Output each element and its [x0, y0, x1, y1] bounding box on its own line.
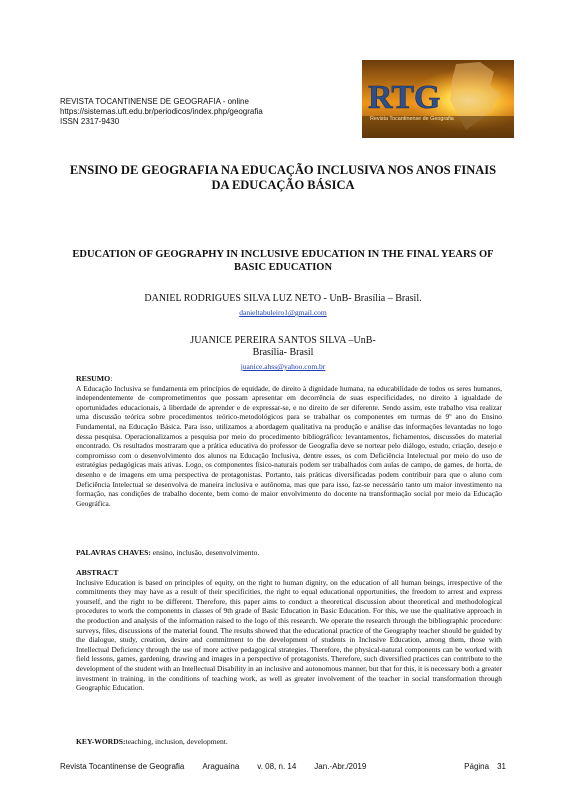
footer-page-label: Página: [464, 762, 490, 771]
logo-subtitle: Revista Tocantinense de Geografia: [370, 116, 454, 122]
palavras-text: ensino, inclusão, desenvolvimento.: [150, 548, 260, 557]
footer-period: Jan.-Abr./2019: [314, 762, 367, 771]
author-2-email[interactable]: juanice.ahss@yahoo.com.br: [240, 362, 326, 371]
footer-city: Araguaína: [202, 762, 240, 771]
key-words: [76, 737, 502, 746]
journal-name: REVISTA TOCANTINENSE DE GEOGRAFIA - online: [60, 97, 249, 106]
abstract-section: [76, 568, 502, 693]
rtg-logo: [362, 60, 514, 138]
resumo-text: A Educação Inclusiva se fundamenta em princípios de equidade, de direito à dignidade humana, na educabilidade de todos os seres humanos, independentemente de comprometimentos que possam apresentar em decorrência de suas especificidades, no direito à igualdade de oportunidades educacionais, à liberdade de aprender e de expressar-se, e no direito de ser diferente. Sendo assim, este trabalho visa realizar uma discussão teórica sobre procedimentos teórico-metodológicos para se trabalhar os componentes em turmas de 9º ano do Ensino Fundamental, na Educação Básica. Para isso, utilizamos a abordagem qualitativa na produção e análise das informações levantadas no logo dessa pesquisa. Operacionalizamos a pesquisa por meio do procedimento bibliográfico: levantamentos, fichamentos, discussões do material encontrado. Os resultados mostraram que a prática educativa do professor de Geografia deve se nortear pelo diálogo, estudo, criação, desejo e compromisso com o desenvolvimento dos alunos na Educação Inclusiva, dentre esses, os com Deficiência Intelectual por meio do uso de estratégias pedagógicas mais ativas. Logo, os componentes físico-naturais podem ser trabalhados com aulas de campo, de games, de horta, de desenho e de imagens em uma perspectiva de protagonistas. Portanto, tais práticas diversificadas podem contribuir para que o aluno com Deficiência Intelectual se desenvolva de maneira inclusiva e autônoma, mas que para isso, faz-se necessário tanto um maior investimento na formação, nas condições de trabalho docente, bem como de maior envolvimento do docente na transformação social por meio da Educação Geográfica.: [76, 383, 502, 508]
author-2: JUANICE PEREIRA SANTOS SILVA –UnB-: [190, 335, 376, 346]
author-1-email[interactable]: danieltabuleiro1@gmail.com: [239, 308, 327, 317]
author-1: DANIEL RODRIGUES SILVA LUZ NETO - UnB- Brasília – Brasil.: [144, 293, 422, 304]
keywords-text: teaching, inclusion, development.: [125, 737, 228, 746]
journal-url[interactable]: https://sistemas.uft.edu.br/periodicos/index.php/geografia: [60, 107, 263, 116]
keywords-label: KEY-WORDS:: [76, 737, 126, 746]
logo-letters: RTG: [368, 79, 441, 116]
abstract-heading: ABSTRACT: [76, 568, 119, 577]
abstract-text: Inclusive Education is based on principles of equity, on the right to human dignity, on the education of all human beings, irrespective of the commitments they may have as a result of their specificities, the right to equal educational opportunities, the freedom to arrest and express yourself, and the right to be different. Therefore, this paper aims to conduct a theoretical discussion about theoretical and methodological procedures to work the components in classes of 9th grade of Basic Education in Basic Education. For this, we use the qualitative approach in the production and analysis of the information raised to the logo of this research. We operate the research through the bibliographic procedure: surveys, files, discussions of the material found. The results showed that the educational practice of the Geography teacher should be guided by the dialogue, study, creation, desire and commitment to the development of students in Inclusive Education, among them, those with Intellectual Deficiency through the use of more active pedagogical strategies. Therefore, the physical-natural components can be worked with field lessons, games, gardening, drawing and images in a perspective of protagonists. Therefore, such diversified practices can contribute to the development of the student with an Intellectual Disability in an inclusive and autonomous manner, but that for this, it is necessary both a greater investment in training, in the conditions of teaching work, as well as greater involvement of the teacher in social transformation through Geographic Education.: [76, 577, 502, 693]
resumo-heading: RESUMO: [76, 374, 111, 383]
footer-journal: Revista Tocantinense de Geografia: [60, 762, 185, 771]
title-portuguese: ENSINO DE GEOGRAFIA NA EDUCAÇÃO INCLUSIVA NOS ANOS FINAIS DA EDUCAÇÃO BÁSICA: [69, 163, 497, 192]
page-footer: [60, 762, 506, 771]
palavras-label: PALAVRAS CHAVES:: [76, 548, 151, 557]
author-2-affiliation: Brasília- Brasil: [252, 347, 314, 358]
footer-page-number: 31: [497, 762, 506, 771]
journal-header: [60, 97, 263, 127]
footer-volume: v. 08, n. 14: [257, 762, 297, 771]
title-english: EDUCATION OF GEOGRAPHY IN INCLUSIVE EDUCATION IN THE FINAL YEARS OF BASIC EDUCATION: [72, 249, 494, 273]
palavras-chaves: [76, 548, 502, 557]
resumo-section: RESUMO: A Educação Inclusiva se fundamenta em princípios de equidade, de direito à dignidade humana, na educabilidade de todos os seres humanos, independentemente de comprometimentos que possam apresentar em decorrência de suas especificidades, no direito à igualdade de oportunidades educacionais, à liberdade de aprender e de expressar-se, e no direito de ser diferente. Sendo assim, este trabalho visa realizar uma discussão teórica sobre procedimentos teórico-metodológicos para se trabalhar os componentes em turmas de 9º ano do Ensino Fundamental, na Educação Básica. Para isso, utilizamos a abordagem qualitativa na produção e análise das informações levantadas no logo dessa pesquisa. Operacionalizamos a pesquisa por meio do procedimento bibliográfico: levantamentos, fichamentos, discussões do material encontrado. Os resultados mostraram que a prática educativa do professor de Geografia deve se nortear pelo diálogo, estudo, criação, desejo e compromisso com o desenvolvimento dos alunos na Educação Inclusiva, dentre esses, os com Deficiência Intelectual por meio do uso de estratégias pedagógicas mais ativas. Logo, os componentes físico-naturais podem ser trabalhados com aulas de campo, de games, de horta, de desenho e de imagens em uma perspectiva de protagonistas. Portanto, tais práticas diversificadas podem contribuir para que o aluno com Deficiência Intelectual se desenvolva de maneira inclusiva e autônoma, mas que para isso, faz-se necessário tanto um maior investimento na formação, nas condições de trabalho docente, bem como de maior envolvimento do docente na transformação social por meio da Educação Geográfica.: [76, 374, 502, 508]
journal-issn: ISSN 2317-9430: [60, 117, 120, 126]
